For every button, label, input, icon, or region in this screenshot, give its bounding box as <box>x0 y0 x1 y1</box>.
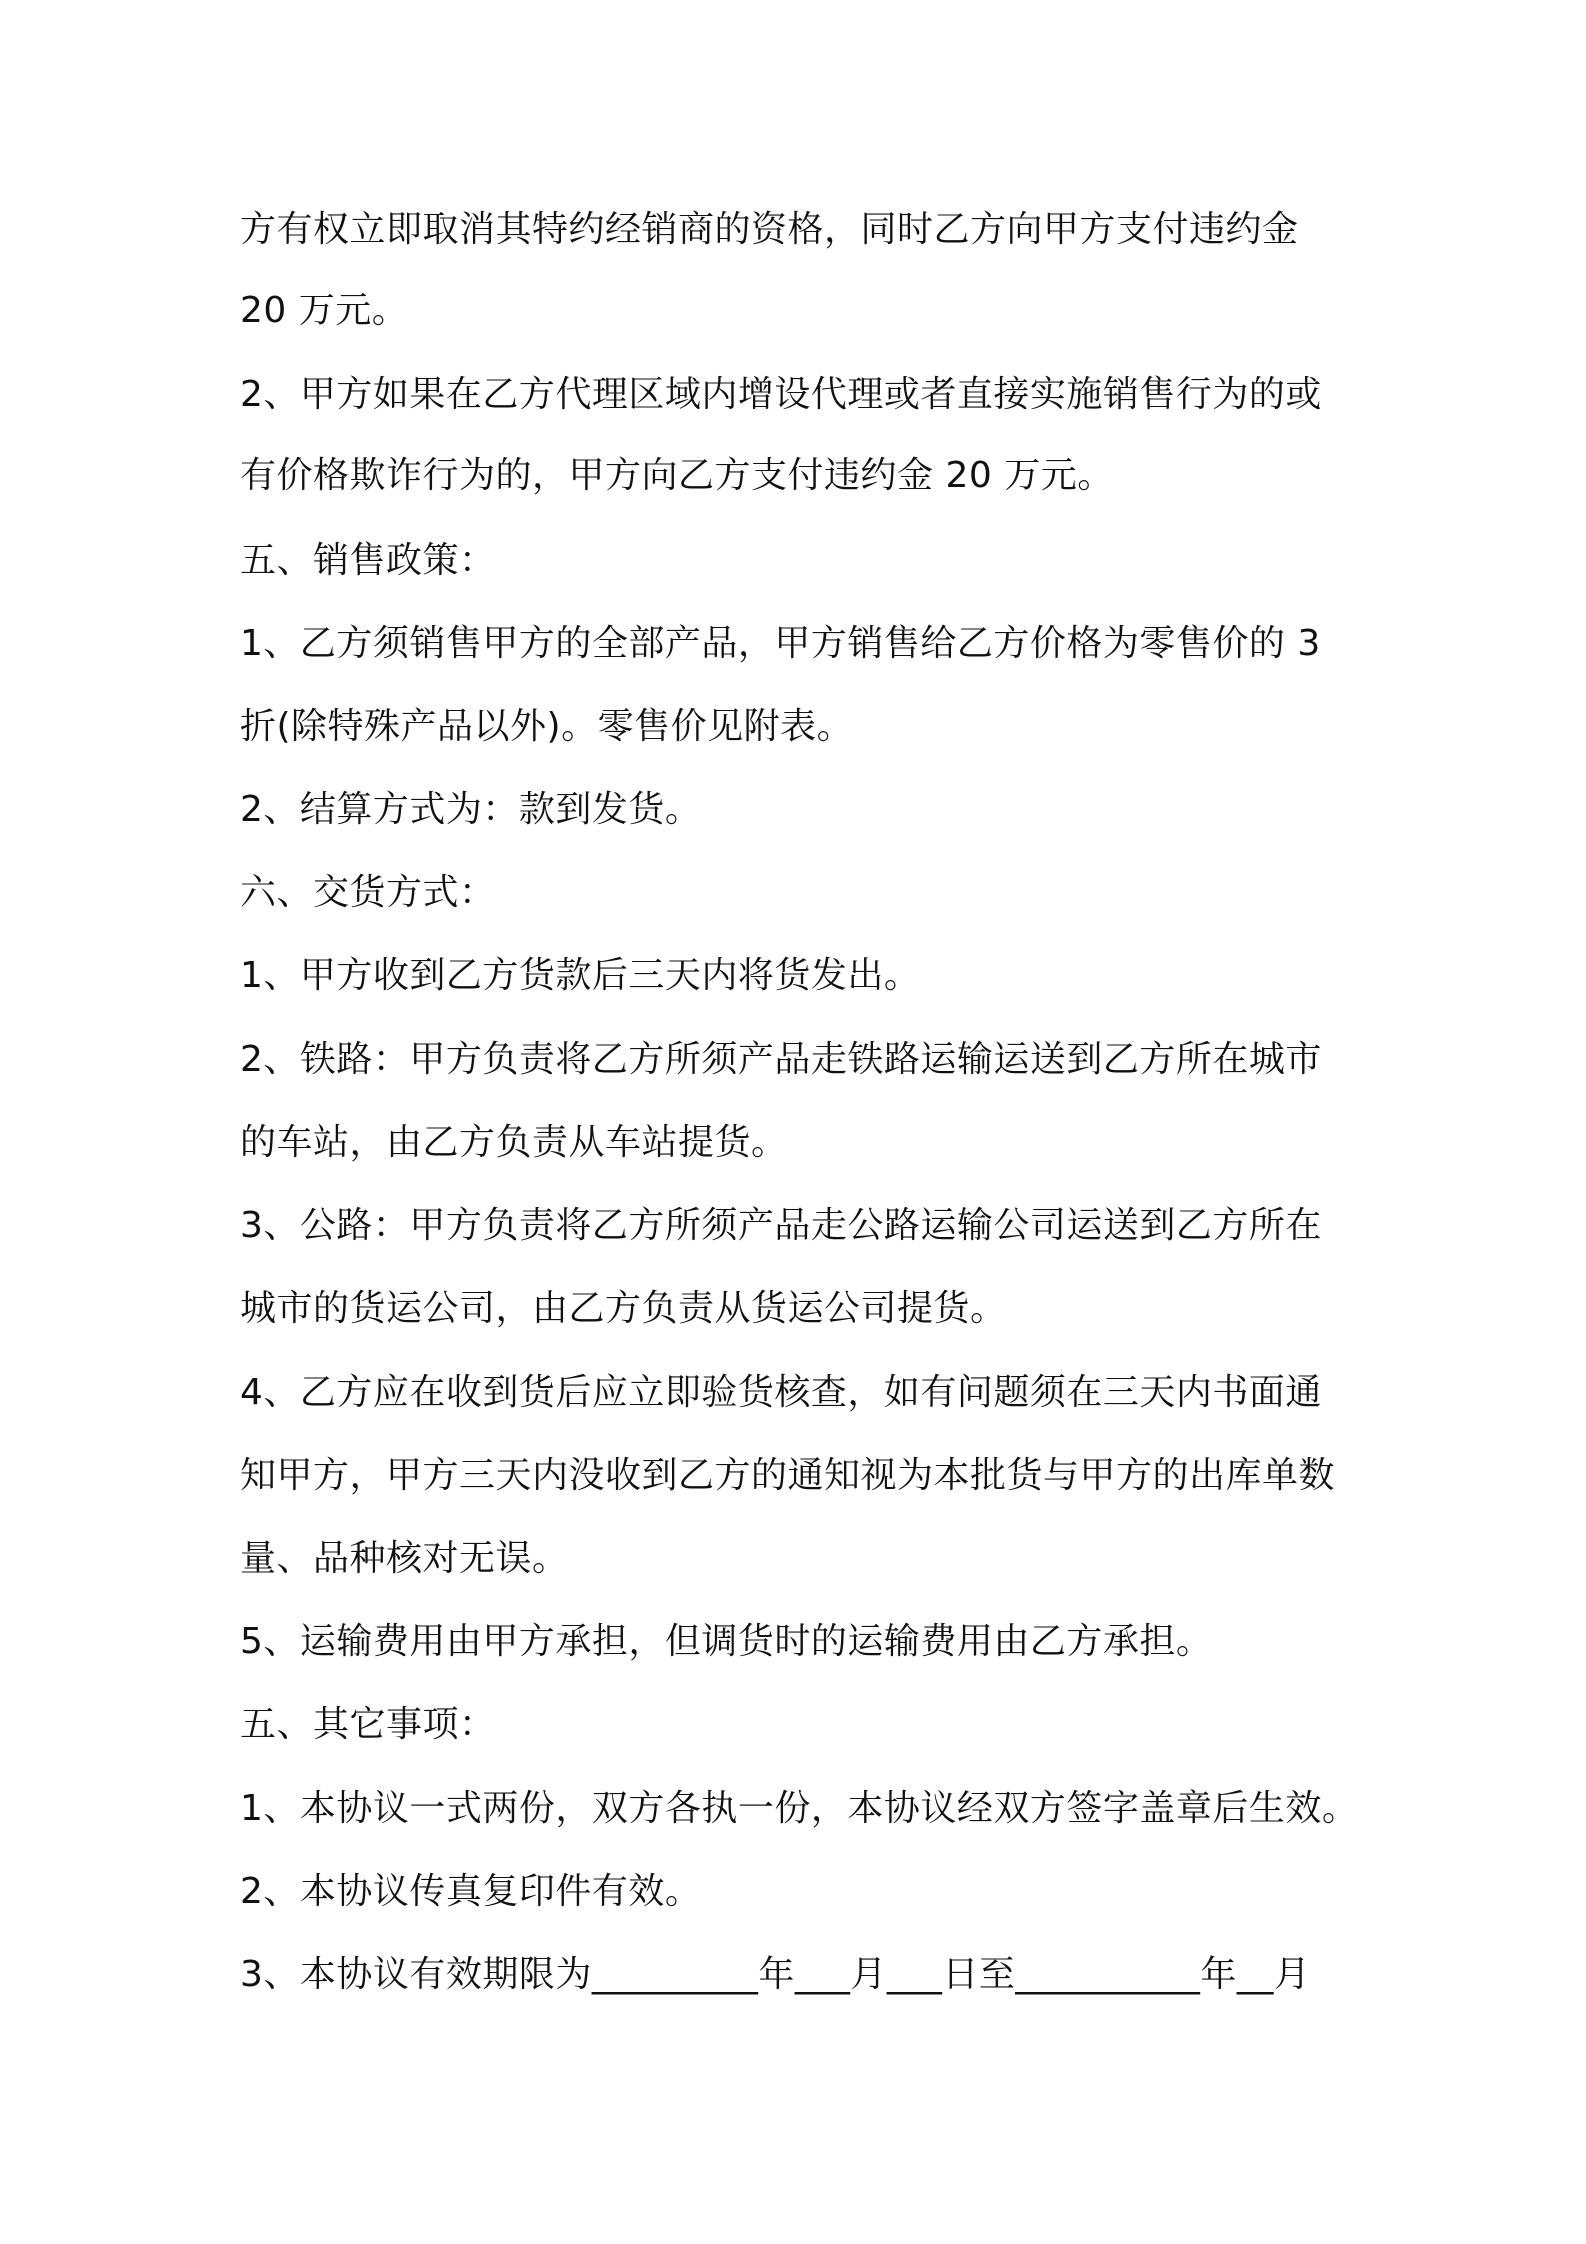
text-line: 20 万元。 <box>240 290 409 331</box>
text-line: 知甲方，甲方三天内没收到乙方的通知视为本批货与甲方的出库单数 <box>240 1455 1336 1496</box>
section-heading: 六、交货方式： <box>240 872 496 913</box>
text-line: 折(除特殊产品以外)。零售价见附表。 <box>240 706 854 747</box>
text-line: 有价格欺诈行为的，甲方向乙方支付违约金 20 万元。 <box>240 455 1114 496</box>
text-line: 2、结算方式为：款到发货。 <box>240 789 702 830</box>
text-line: 3、本协议有效期限为_________年___月___日至__________年__月 <box>240 1954 1311 1995</box>
text-line: 2、甲方如果在乙方代理区域内增设代理或者直接实施销售行为的或 <box>240 374 1322 415</box>
text-line: 2、铁路：甲方负责将乙方所须产品走铁路运输运送到乙方所在城市 <box>240 1039 1322 1080</box>
text-line: 方有权立即取消其特约经销商的资格，同时乙方向甲方支付违约金 <box>240 209 1299 250</box>
text-line: 量、品种核对无误。 <box>240 1538 569 1579</box>
text-line: 2、本协议传真复印件有效。 <box>240 1871 702 1912</box>
text-line: 1、本协议一式两份，双方各执一份，本协议经双方签字盖章后生效。 <box>240 1788 1359 1829</box>
text-line: 1、乙方须销售甲方的全部产品，甲方销售给乙方价格为零售价的 3 <box>240 623 1321 664</box>
text-line: 5、运输费用由甲方承担，但调货时的运输费用由乙方承担。 <box>240 1621 1213 1662</box>
text-line: 3、公路：甲方负责将乙方所须产品走公路运输公司运送到乙方所在 <box>240 1205 1322 1246</box>
section-heading: 五、销售政策： <box>240 540 496 581</box>
text-line: 4、乙方应在收到货后应立即验货核查，如有问题须在三天内书面通 <box>240 1372 1322 1413</box>
text-line: 1、甲方收到乙方货款后三天内将货发出。 <box>240 955 921 996</box>
text-line: 的车站，由乙方负责从车站提货。 <box>240 1122 788 1163</box>
section-heading: 五、其它事项： <box>240 1704 496 1745</box>
text-line: 城市的货运公司，由乙方负责从货运公司提货。 <box>240 1288 1007 1329</box>
